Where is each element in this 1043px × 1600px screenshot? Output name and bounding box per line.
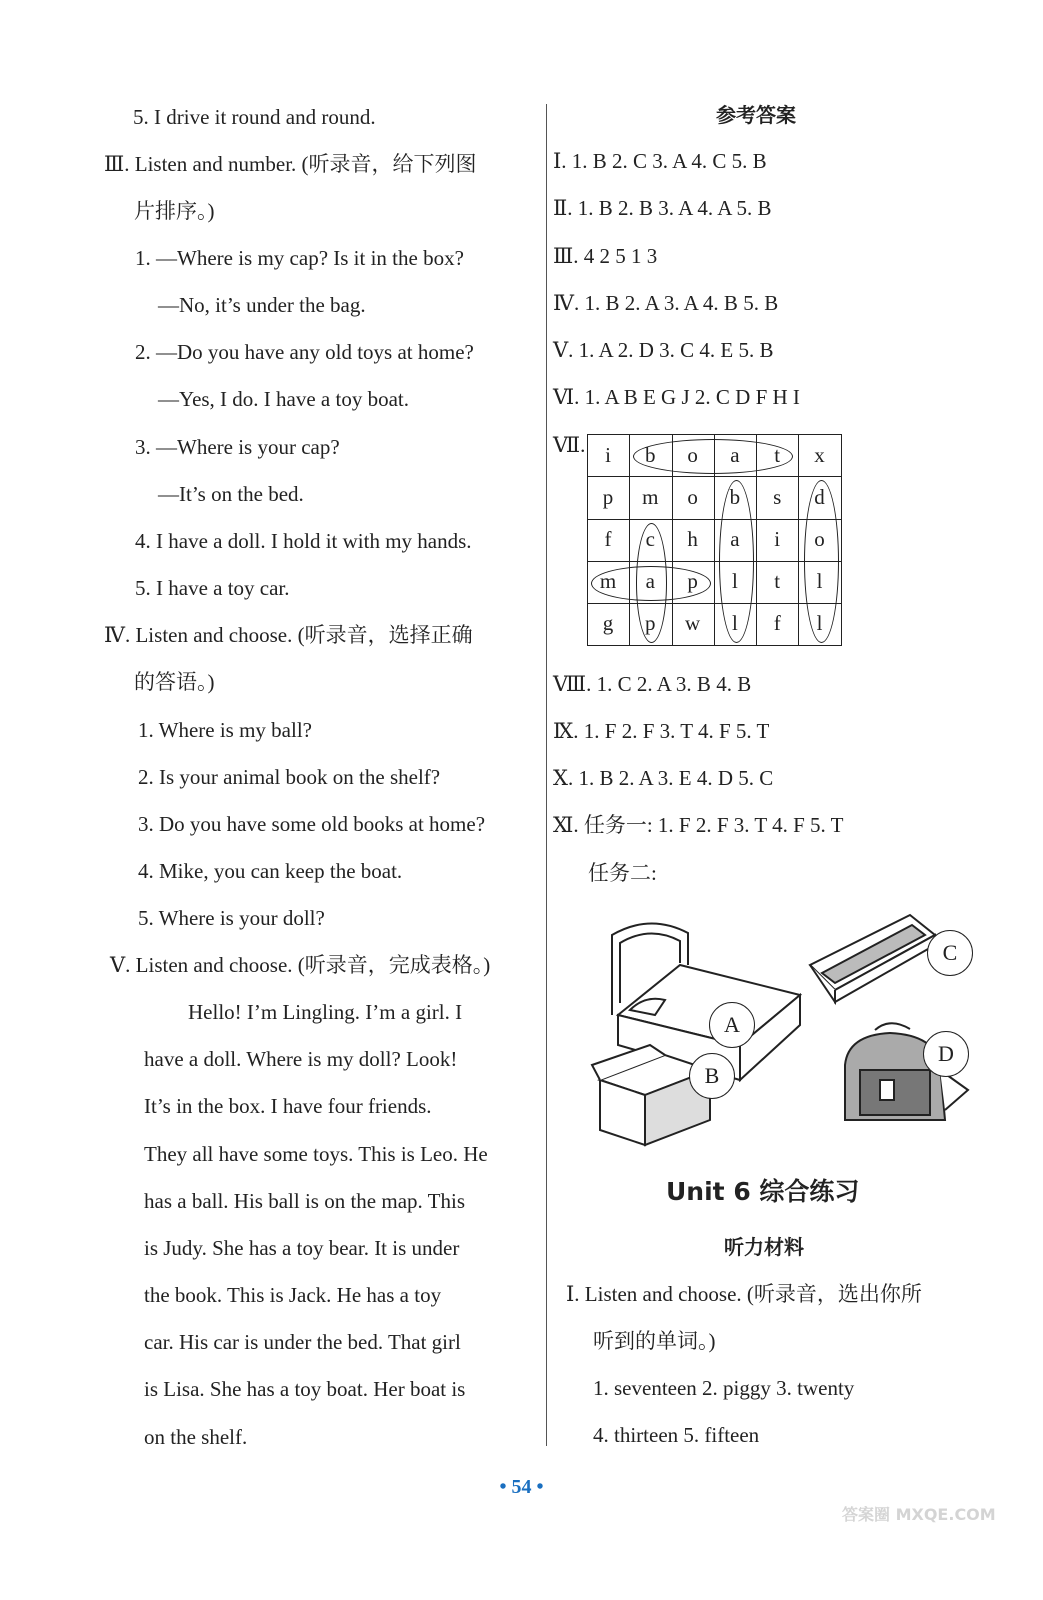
grid-cell: m [599,569,617,594]
text-line: 5. Where is your doll? [138,906,325,930]
grid-cell: f [604,526,612,551]
answer-line: Ⅲ. 4 2 5 1 3 [553,244,658,268]
section-title: Ⅴ. Listen and choose. (听录音，完成表格。) [110,953,491,977]
text-line: —Yes, I do. I have a toy boat. [158,387,409,411]
grid-cell: l [816,611,823,636]
text-line: —It’s on the bed. [158,482,304,506]
text-line: 5. I have a toy car. [135,576,290,600]
passage-line: is Judy. She has a toy bear. It is under [144,1236,460,1260]
grid-cell: f [773,611,781,636]
grid-cell: h [687,526,698,551]
grid-cell: w [685,611,701,636]
grid-cell: s [773,484,782,509]
grid-cell: o [814,526,825,551]
passage-line: They all have some toys. This is Leo. He [144,1142,488,1166]
text-line: 3. —Where is your cap? [135,435,340,459]
page-number: • 54 • [499,1476,544,1498]
grid-cell: o [687,442,698,467]
picture-label: D [923,1031,969,1077]
answer-line: Ⅳ. 1. B 2. A 3. A 4. B 5. B [553,291,779,315]
text-line: 4. thirteen 5. fifteen [593,1423,760,1447]
passage-line: car. His car is under the bed. That girl [144,1330,461,1354]
text-line: 4. Mike, you can keep the boat. [138,859,403,883]
answer-line: Ⅶ. [553,433,586,457]
text-line: 1. Where is my ball? [138,718,312,742]
text-line: 1. seventeen 2. piggy 3. twenty [593,1376,855,1400]
passage-line: Hello! I’m Lingling. I’m a girl. I [188,1000,463,1024]
answer-line: Ⅺ. 任务一: 1. F 2. F 3. T 4. F 5. T [553,813,844,837]
passage-line: is Lisa. She has a toy boat. Her boat is [144,1377,466,1401]
unit-title: Unit 6 综合练习 [666,1177,860,1206]
answer-line: Ⅴ. 1. A 2. D 3. C 4. E 5. B [553,338,774,362]
grid-cell: c [645,526,655,551]
grid-cell: o [687,484,698,509]
grid-cell: b [645,442,656,467]
grid-cell: p [687,569,698,594]
text-line: 2. Is your animal book on the shelf? [138,765,441,789]
text-line: 3. Do you have some old books at home? [138,812,486,836]
text-line: 2. —Do you have any old toys at home? [135,340,474,364]
passage-line: It’s in the box. I have four friends. [144,1094,432,1118]
grid-cell: l [731,569,738,594]
answer-line: Ⅰ. 1. B 2. C 3. A 4. C 5. B [553,149,767,173]
grid-cell: t [774,569,781,594]
watermark: 答案圈 MXQE.COM [842,1505,996,1524]
text-line: —No, it’s under the bag. [158,293,366,317]
text-line: 5. I drive it round and round. [133,105,376,129]
section-title: Ⅲ. Listen and number. (听录音，给下列图 [104,152,477,176]
grid-cell: d [814,484,825,509]
grid-cell: x [814,442,825,467]
answer-line: Ⅹ. 1. B 2. A 3. E 4. D 5. C [553,766,774,790]
pencil-box-illustration [810,915,935,1002]
grid-cell: l [816,569,823,594]
sub-heading: 听力材料 [724,1235,804,1259]
section-title: 听到的单词。) [593,1329,716,1353]
picture-label: C [927,930,973,976]
section-title: Ⅳ. Listen and choose. (听录音，选择正确 [104,623,473,647]
section-title: Ⅰ. Listen and choose. (听录音，选出你所 [566,1282,922,1306]
grid-line [841,434,842,646]
grid-cell: a [730,526,740,551]
grid-cell: g [602,611,614,636]
grid-cell: l [731,611,738,636]
answer-line: Ⅵ. 1. A B E G J 2. C D F H I [553,385,800,409]
answer-heading: 参考答案 [716,103,796,127]
grid-cell: a [730,442,740,467]
grid-cell: i [774,526,781,551]
grid-cell: a [645,569,655,594]
picture-label: A [709,1002,755,1048]
section-title: 的答语。) [134,670,215,694]
passage-line: the book. This is Jack. He has a toy [144,1283,442,1307]
grid-cell: b [729,484,741,509]
grid-cell: t [774,442,781,467]
answer-line: Ⅸ. 1. F 2. F 3. T 4. F 5. T [553,719,770,743]
column-divider [546,104,547,1446]
passage-line: on the shelf. [144,1425,248,1449]
grid-cell: p [602,484,614,509]
passage-line: has a ball. His ball is on the map. This [144,1189,465,1213]
answer-line: Ⅷ. 1. C 2. A 3. B 4. B [553,672,752,696]
text-line: 1. —Where is my cap? Is it in the box? [135,246,464,270]
section-title: 片排序。) [134,199,215,223]
answer-line: 任务二: [588,861,657,885]
grid-cell: p [645,611,656,636]
answer-line: Ⅱ. 1. B 2. B 3. A 4. A 5. B [553,196,772,220]
grid-cell: i [605,442,611,467]
grid-cell: m [642,484,659,509]
passage-line: have a doll. Where is my doll? Look! [144,1047,458,1071]
picture-label: B [689,1053,735,1099]
text-line: 4. I have a doll. I hold it with my hands. [135,529,472,553]
